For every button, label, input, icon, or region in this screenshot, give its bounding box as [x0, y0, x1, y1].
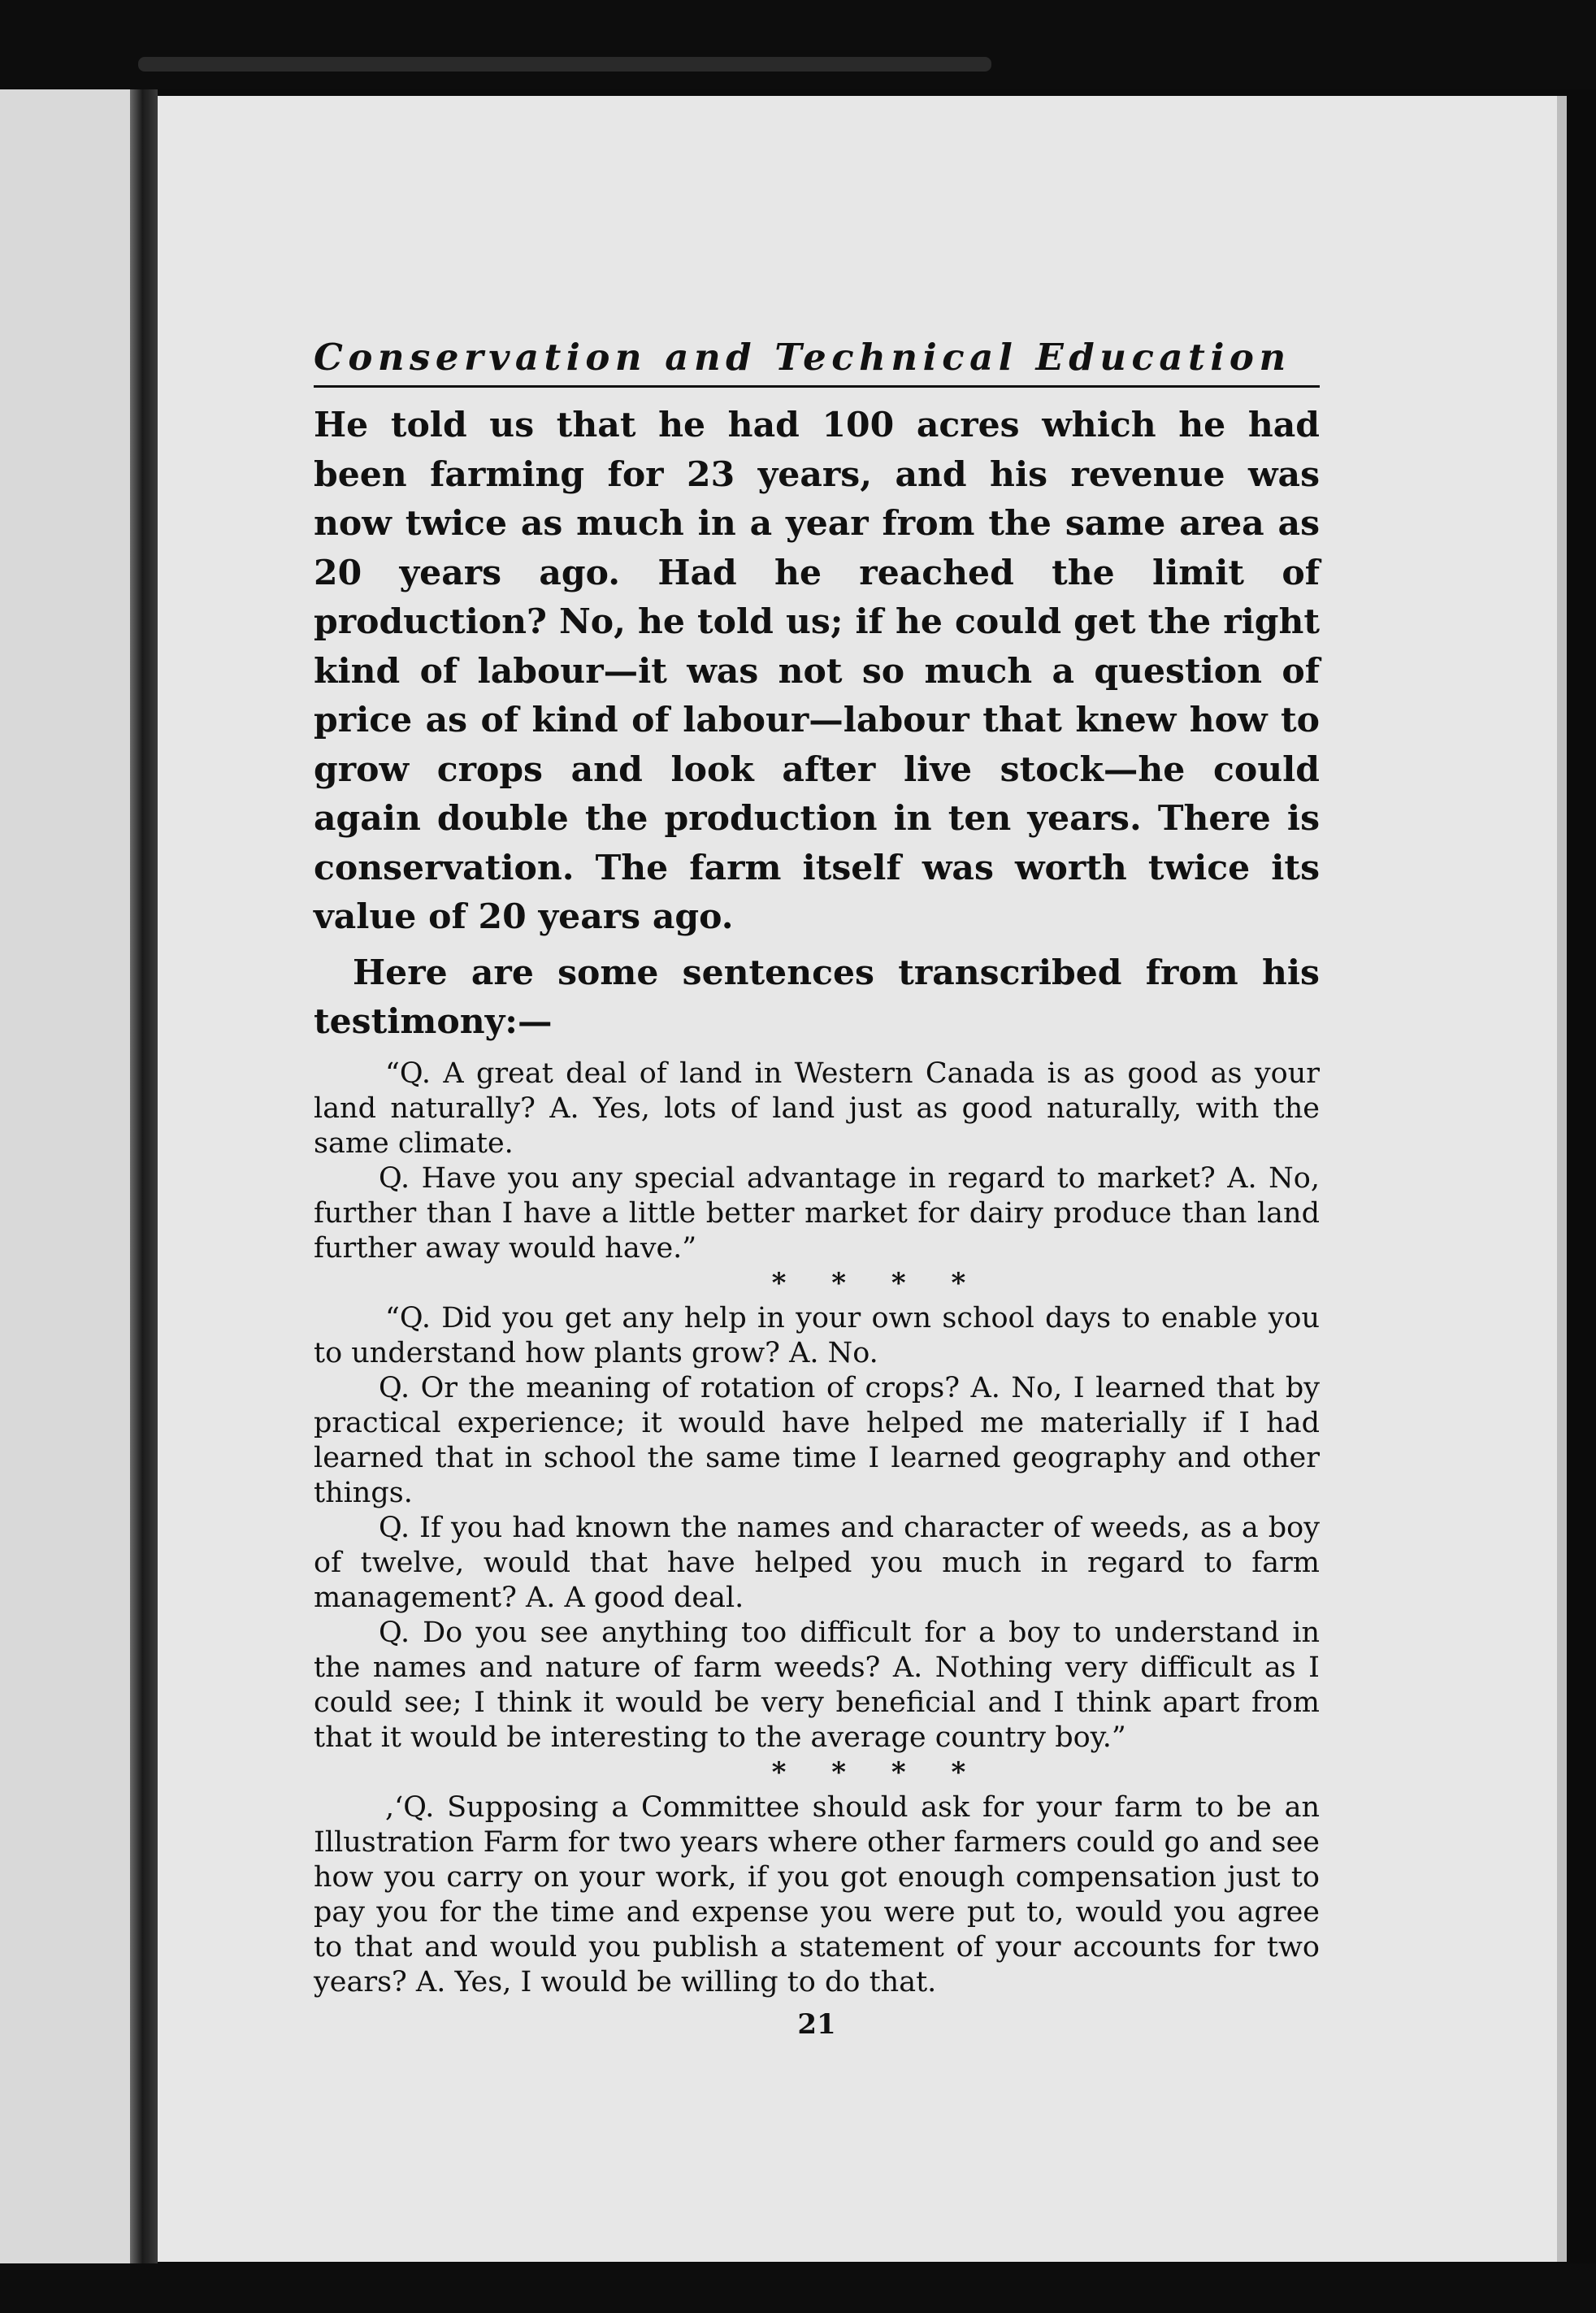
page-edge-shadow: [1557, 96, 1567, 2262]
testimony-paragraph: ,‘Q. Supposing a Committee should ask for your farm to be an Illustration Farm for two years where other farmers could go and see how you carry on your work, if you got enough compensation just to pay you for the time and expense you were put to, would you agree to that and would you publish a statement of your accounts for two years? A. Yes, I would be willing to do that.: [314, 1790, 1320, 1998]
testimony-paragraph: Q. Do you see anything too difficult for a boy to understand in the names and nature of farm weeds? A. Nothing very difficult as I could see; I think it would be very beneficial and I think apart from that it would be interesting to the average country boy.”: [314, 1616, 1320, 1754]
scan-artifact: [138, 57, 991, 72]
intro-paragraph: Here are some sentences transcribed from his testimony:—: [314, 952, 1320, 1042]
page-number: 21: [797, 2007, 836, 2041]
testimony-paragraph: “Q. Did you get any help in your own school days to enable you to understand how plants grow? A. No.: [314, 1301, 1320, 1369]
scan-bottom-border: [0, 2263, 1596, 2313]
running-head: Conservation and Technical Education: [314, 333, 1320, 388]
testimony-paragraph: Q. If you had known the names and character of weeds, as a boy of twelve, would that have helped you much in regard to farm management? A. A good deal.: [314, 1511, 1320, 1614]
section-separator: * * * *: [771, 1755, 984, 1789]
book-spine: [130, 89, 158, 2263]
testimony-paragraph: “Q. A great deal of land in Western Canada is as good as your land naturally? A. Yes, lots of land just as good naturally, with the same climate.: [314, 1057, 1320, 1160]
testimony-paragraph: Q. Have you any special advantage in regard to market? A. No, further than I have a little better market for dairy produce than land further away would have.”: [314, 1161, 1320, 1265]
scan-top-border: [0, 0, 1596, 89]
testimony-paragraph: Q. Or the meaning of rotation of crops? A. No, I learned that by practical experience; it would have helped me materially if I had learned that in school the same time I learned geography and other things.: [314, 1371, 1320, 1509]
section-separator: * * * *: [771, 1266, 984, 1300]
facing-page-edge: [0, 89, 130, 2263]
page-text-block: [314, 333, 1320, 2041]
lead-paragraph: He told us that he had 100 acres which he had been farming for 23 years, and his revenue was now twice as much in a year from the same area as 20 years ago. Had he reached the limit of production? No, he told us; if he could get the right kind of labour—it was not so much a question of price as of kind of labour—labour that knew how to grow crops and look after live stock—he could again double the production in ten years. There is conservation. The farm itself was worth twice its value of 20 years ago.: [314, 405, 1320, 937]
